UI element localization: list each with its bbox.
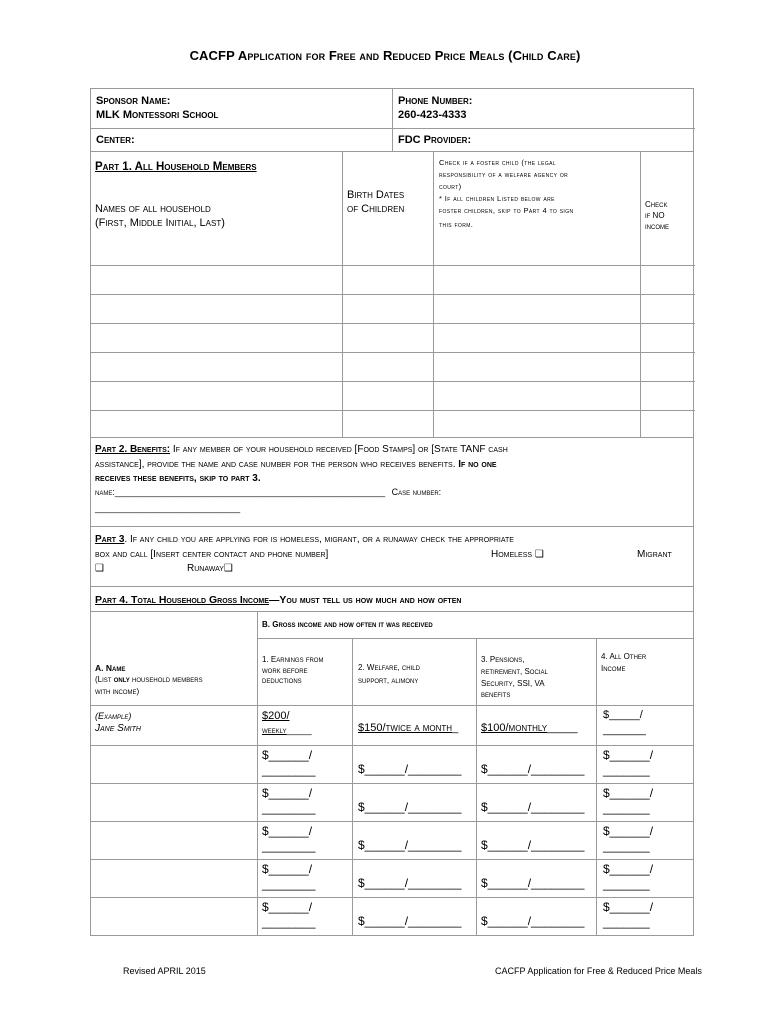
- earnings-row-3[interactable]: [258, 822, 353, 860]
- col-1-line1: 1. Earnings from: [262, 655, 324, 664]
- example-earnings-freq: [262, 725, 312, 735]
- sponsor-name-value: MLK Montessori School: [96, 109, 219, 121]
- earnings-row-5-line2: ________: [262, 915, 316, 929]
- member-noincome-row-3[interactable]: [641, 324, 695, 353]
- homeless-option[interactable]: [491, 547, 544, 562]
- foster-text-line2: responsibility of a welfare agency or: [439, 170, 569, 179]
- example-label: (Example): [95, 711, 132, 721]
- part2-line1: [95, 442, 695, 457]
- part3-heading: Part 3: [95, 534, 125, 545]
- example-pension-row: [481, 722, 578, 734]
- sponsor-name-cell[interactable]: [91, 89, 393, 129]
- member-birth-row-5[interactable]: [343, 382, 434, 411]
- member-noincome-row-5[interactable]: [641, 382, 695, 411]
- pension-row-3-value: $______/________: [481, 838, 585, 852]
- welfare-row-5-value: $______/________: [358, 914, 462, 928]
- fdc-provider-label: FDC Provider:: [398, 134, 472, 146]
- runaway-checkbox[interactable]: ❑: [223, 563, 233, 574]
- part2-line2: [95, 457, 497, 472]
- col-a-desc-1: (List: [95, 675, 112, 684]
- col-4-line2: Income: [601, 664, 626, 673]
- welfare-row-4[interactable]: [353, 860, 477, 898]
- income-name-row-3[interactable]: [91, 822, 258, 860]
- earnings-row-5-line1: $______/: [262, 900, 313, 914]
- example-pension-value: $100/monthly: [481, 722, 548, 734]
- member-name-row-2[interactable]: [91, 295, 343, 324]
- part2-case-line[interactable]: _____________________________: [95, 503, 241, 513]
- other-row-4[interactable]: [597, 860, 693, 898]
- col-a-desc-3: household members: [132, 675, 203, 684]
- center-label: Center:: [96, 134, 135, 146]
- col-4-line1: 4. All Other: [601, 652, 647, 661]
- part4-heading-tail: —You must tell us how much and how often: [268, 594, 462, 606]
- form-title: CACFP Application for Free and Reduced Price Meals (Child Care): [189, 48, 581, 63]
- part2-text-line2b: If no one: [458, 459, 497, 470]
- birth-dates-label-line1: Birth Dates: [347, 189, 405, 201]
- other-row-5-line1: $______/: [603, 900, 654, 914]
- welfare-row-5[interactable]: [353, 898, 477, 935]
- member-name-row-1[interactable]: [91, 266, 343, 295]
- col-1-header: [258, 639, 353, 706]
- names-label-line2: (First, Middle Initial, Last): [95, 217, 225, 229]
- col-3-header: [477, 639, 597, 706]
- welfare-row-4-value: $______/________: [358, 876, 462, 890]
- part2-heading: Part 2. Benefits:: [95, 444, 171, 455]
- other-row-1-line2: _______: [603, 763, 650, 777]
- part1-heading: Part 1. All Household Members: [95, 161, 257, 173]
- welfare-row-3[interactable]: [353, 822, 477, 860]
- other-row-1-line1: $______/: [603, 748, 654, 762]
- pension-row-2[interactable]: [477, 784, 597, 822]
- phone-number-value: 260-423-4333: [398, 109, 467, 121]
- col-a-desc-only: only: [113, 675, 130, 684]
- member-birth-row-2[interactable]: [343, 295, 434, 324]
- no-income-line2: if NO: [645, 211, 665, 220]
- pension-row-5-value: $______/________: [481, 914, 585, 928]
- pension-row-4-value: $______/________: [481, 876, 585, 890]
- earnings-row-3-line1: $______/: [262, 824, 313, 838]
- example-name-cell: [91, 706, 258, 746]
- birth-dates-header-cell: [343, 152, 434, 266]
- homeless-checkbox[interactable]: ❑: [534, 549, 544, 560]
- gross-income-header: [258, 611, 693, 639]
- part4-heading: Part 4. Total Household Gross Income: [95, 594, 269, 606]
- part2-text-line2: assistance], provide the name and case number for the person who receives benefits.: [95, 459, 456, 470]
- col-a-header: [91, 611, 258, 706]
- no-income-line1: Check: [645, 200, 668, 209]
- pension-row-3[interactable]: [477, 822, 597, 860]
- foster-child-header-cell: [434, 152, 641, 266]
- other-row-3-line2: _______: [603, 839, 650, 853]
- welfare-row-2-value: $______/________: [358, 800, 462, 814]
- no-income-line3: income: [645, 222, 669, 231]
- earnings-row-4-line2: ________: [262, 877, 316, 891]
- sponsor-section: [90, 88, 694, 152]
- other-row-1[interactable]: [597, 746, 693, 784]
- col-2-header: [353, 639, 477, 706]
- income-name-row-1[interactable]: [91, 746, 258, 784]
- earnings-row-3-line2: ________: [262, 839, 316, 853]
- foster-text-line5: foster children, skip to Part 4 to sign: [439, 206, 574, 215]
- member-name-row-6[interactable]: [91, 411, 343, 438]
- pension-row-1[interactable]: [477, 746, 597, 784]
- example-welfare-value: $150/twice a month: [358, 722, 453, 734]
- example-name: Jane Smith: [95, 723, 141, 734]
- col-3-line4: benefits: [481, 690, 511, 699]
- member-foster-row-3[interactable]: [434, 324, 641, 353]
- pension-row-5[interactable]: [477, 898, 597, 935]
- member-birth-row-1[interactable]: [343, 266, 434, 295]
- col-a-title: A. Name: [95, 663, 126, 673]
- earnings-row-2-line2: ________: [262, 801, 316, 815]
- example-welfare-row: [358, 722, 458, 734]
- col-4-header: [597, 639, 693, 706]
- other-row-2-line2: _______: [603, 801, 650, 815]
- member-birth-row-4[interactable]: [343, 353, 434, 382]
- member-foster-row-4[interactable]: [434, 353, 641, 382]
- earnings-row-2-line1: $______/: [262, 786, 313, 800]
- footer-title: CACFP Application for Free & Reduced Price Meals: [495, 966, 702, 976]
- pension-row-4[interactable]: [477, 860, 597, 898]
- member-foster-row-2[interactable]: [434, 295, 641, 324]
- part2-benefits: [90, 437, 694, 527]
- pension-row-2-value: $______/________: [481, 800, 585, 814]
- income-name-row-2[interactable]: [91, 784, 258, 822]
- welfare-row-1[interactable]: [353, 746, 477, 784]
- part2-case-label: Case number:: [391, 487, 442, 497]
- earnings-row-5[interactable]: [258, 898, 353, 935]
- other-row-4-line1: $______/: [603, 862, 654, 876]
- member-noincome-row-1[interactable]: [641, 266, 695, 295]
- other-row-5-line2: _______: [603, 915, 650, 929]
- earnings-row-4[interactable]: [258, 860, 353, 898]
- example-earnings-freq-tail: _____: [286, 725, 312, 735]
- other-row-5[interactable]: [597, 898, 693, 935]
- migrant-label: Migrant: [637, 549, 672, 560]
- member-noincome-row-4[interactable]: [641, 353, 695, 382]
- other-row-4-line2: _______: [603, 877, 650, 891]
- center-cell[interactable]: [91, 129, 393, 152]
- col-3-line1: 3. Pensions,: [481, 655, 525, 664]
- member-name-row-4[interactable]: [91, 353, 343, 382]
- example-pension-cell: [477, 706, 597, 746]
- col-a-desc-4: with income): [95, 687, 140, 696]
- other-row-3[interactable]: [597, 822, 693, 860]
- part2-name-row[interactable]: [95, 487, 441, 497]
- example-other-cell: [597, 706, 693, 746]
- member-birth-row-6[interactable]: [343, 411, 434, 438]
- fdc-provider-cell[interactable]: [393, 129, 695, 152]
- part3-text-line2: box and call [Insert center contact and phone number]: [95, 549, 329, 560]
- welfare-row-3-value: $______/________: [358, 838, 462, 852]
- part2-name-label: name:: [95, 487, 115, 497]
- no-income-header-cell: [641, 152, 695, 266]
- welfare-row-2[interactable]: [353, 784, 477, 822]
- example-welfare-cell: [353, 706, 477, 746]
- earnings-row-4-line1: $______/: [262, 862, 313, 876]
- sponsor-name-label: Sponsor Name:: [96, 95, 171, 107]
- part4-heading-row: [95, 594, 461, 606]
- migrant-checkbox[interactable]: ❑: [95, 563, 104, 574]
- earnings-row-1-line2: ________: [262, 763, 316, 777]
- other-row-2-line1: $______/: [603, 786, 654, 800]
- welfare-row-1-value: $______/________: [358, 762, 462, 776]
- phone-number-cell[interactable]: [393, 89, 695, 129]
- part3-status: [90, 526, 694, 587]
- part2-name-line[interactable]: ______________________________________________________: [114, 487, 386, 497]
- member-noincome-row-6[interactable]: [641, 411, 695, 438]
- runaway-option[interactable]: [187, 561, 233, 576]
- phone-number-label: Phone Number:: [398, 95, 473, 107]
- col-2-line1: 2. Welfare, child: [358, 663, 420, 672]
- names-header-cell: [91, 152, 343, 266]
- member-birth-row-3[interactable]: [343, 324, 434, 353]
- example-other-line1: $_____/: [603, 709, 643, 721]
- example-earnings-amount: $200/: [262, 710, 290, 722]
- names-label-line1: Names of all household: [95, 203, 211, 215]
- member-name-row-3[interactable]: [91, 324, 343, 353]
- col-1-line2: work before: [262, 666, 308, 675]
- foster-text-line4: * If all children Listed below are: [439, 194, 555, 203]
- runaway-label: Runaway: [187, 563, 224, 574]
- birth-dates-label-line2: of Children: [347, 203, 405, 215]
- example-welfare-tail: _: [452, 722, 459, 734]
- income-name-row-4[interactable]: [91, 860, 258, 898]
- foster-text-line3: court): [439, 182, 462, 191]
- foster-text-line6: this form.: [439, 220, 474, 229]
- member-foster-row-1[interactable]: [434, 266, 641, 295]
- example-other-line2: _______: [603, 724, 646, 736]
- col-3-line3: Security, SSI, VA: [481, 679, 545, 688]
- pension-row-1-value: $______/________: [481, 762, 585, 776]
- part4-income: [90, 586, 694, 936]
- member-foster-row-6[interactable]: [434, 411, 641, 438]
- earnings-row-1-line1: $______/: [262, 748, 313, 762]
- col-2-line2: support, alimony: [358, 676, 419, 685]
- example-earnings-freq-value: weekly: [262, 725, 287, 735]
- income-name-row-5[interactable]: [91, 898, 258, 935]
- part3-line1: [95, 532, 514, 547]
- col-3-line2: retirement, Social: [481, 667, 548, 676]
- homeless-label: Homeless: [491, 549, 533, 560]
- part3-text-line1: . If any child you are applying for is homeless, migrant, or a runaway check the appropriate: [124, 534, 514, 545]
- example-pension-tail: _____: [547, 722, 578, 734]
- part2-text-line3: receives these benefits, skip to part 3.: [95, 473, 261, 484]
- foster-text-line1: Check if a foster child (the legal: [439, 158, 557, 167]
- example-earnings-cell: [258, 706, 353, 746]
- member-foster-row-5[interactable]: [434, 382, 641, 411]
- col-1-line3: deductions: [262, 676, 302, 685]
- member-name-row-5[interactable]: [91, 382, 343, 411]
- earnings-row-2[interactable]: [258, 784, 353, 822]
- other-row-3-line1: $______/: [603, 824, 654, 838]
- part1-household-members: [90, 151, 694, 438]
- gross-income-label: B. Gross income and how often it was received: [262, 620, 433, 629]
- footer-revised: Revised APRIL 2015: [123, 966, 206, 976]
- other-row-2[interactable]: [597, 784, 693, 822]
- member-noincome-row-2[interactable]: [641, 295, 695, 324]
- part2-text-line1: If any member of your household received [Food Stamps] or [State TANF cash: [172, 444, 508, 455]
- col-a-desc: [95, 675, 203, 685]
- earnings-row-1[interactable]: [258, 746, 353, 784]
